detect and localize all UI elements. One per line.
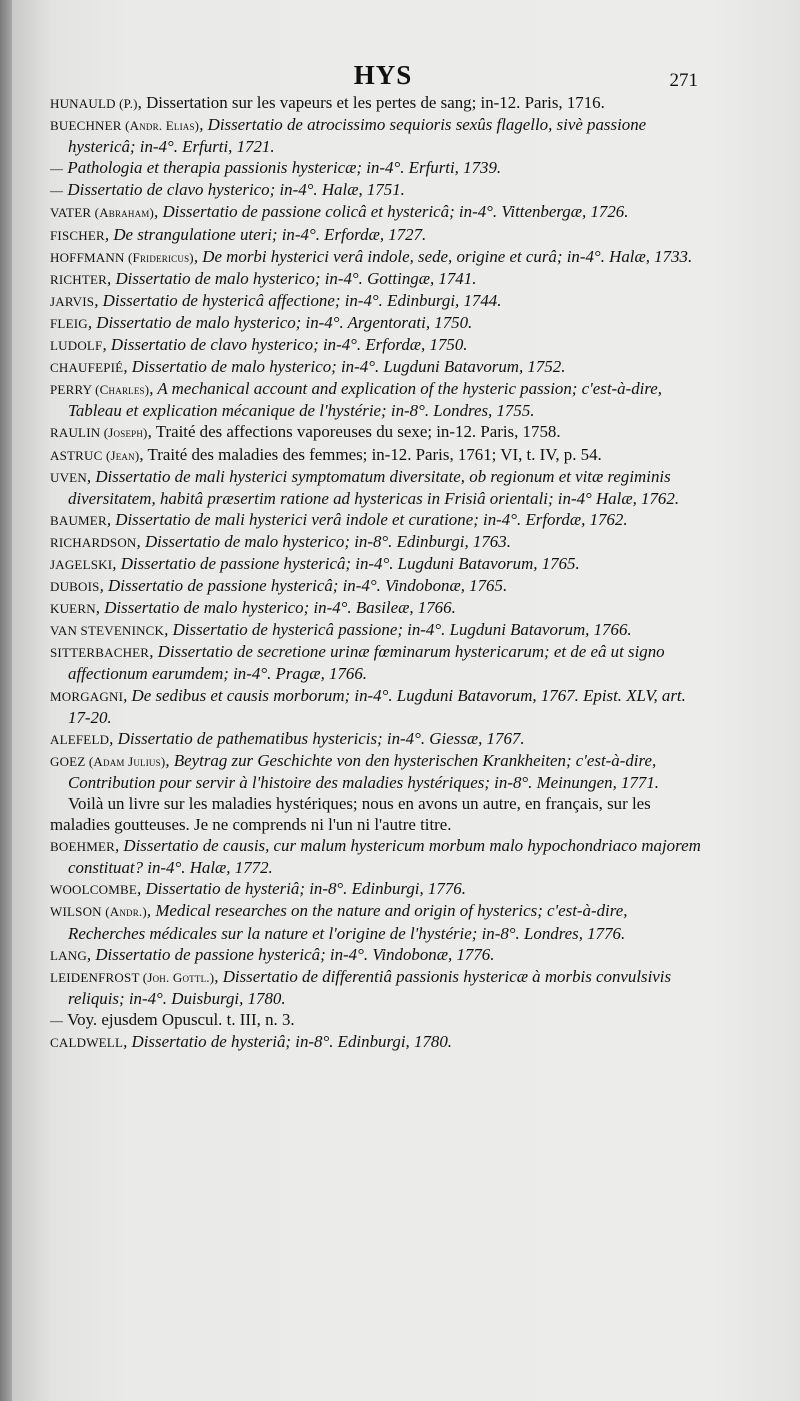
entry-author: RICHARDSON <box>50 534 137 550</box>
bibliography-entry <box>50 356 702 378</box>
bibliography-list <box>50 92 702 1053</box>
bibliography-entry <box>50 246 702 268</box>
entry-author: FLEIG <box>50 315 88 331</box>
editorial-note <box>50 793 702 835</box>
entry-author: JARVIS <box>50 293 95 309</box>
bibliography-entry <box>50 444 702 466</box>
entry-text: , De strangulatione uteri; in-4°. Erfordæ, 1727. <box>104 224 427 244</box>
running-head <box>12 60 800 92</box>
entry-text: , Medical researches on the nature and origin of hysterics; c'est-à-dire, Recherches médicales sur la nature et l'origine de l'hystérie; in-8°. Londres, 1776. <box>68 901 628 943</box>
entry-author: LUDOLF <box>50 338 103 354</box>
entry-author: BUECHNER (Andr. Elias) <box>50 118 200 134</box>
bibliography-entry <box>50 92 702 114</box>
entry-text: , Dissertatio de passione hystericâ; in-4°. Lugduni Batavorum, 1765. <box>112 553 580 573</box>
bibliography-entry <box>50 466 702 509</box>
entry-text: , Dissertatio de malo hysterico; in-4°. Gottingæ, 1741. <box>107 268 477 288</box>
bibliography-entry <box>50 553 702 575</box>
bibliography-entry <box>50 290 702 312</box>
bibliography-entry <box>50 619 702 641</box>
bibliography-entry <box>50 685 702 728</box>
bibliography-entry <box>50 835 702 878</box>
entry-author: KUERN <box>50 601 96 617</box>
book-spine-shadow <box>0 0 12 1401</box>
bibliography-entry <box>50 312 702 334</box>
entry-text: , Dissertatio de hysteriâ; in-8°. Edinburgi, 1780. <box>123 1032 452 1052</box>
bibliography-entry <box>50 531 702 553</box>
entry-text: , Dissertatio de atrocissimo sequioris sexûs flagello, sivè passione hystericâ; in-4°. Erfurti, 1721. <box>68 115 647 157</box>
bibliography-entry <box>50 966 702 1009</box>
bibliography-entry <box>50 421 702 443</box>
entry-text: , Dissertation sur les vapeurs et les pertes de sang; in-12. Paris, 1716. <box>137 93 605 112</box>
entry-author: JAGELSKI <box>50 556 113 572</box>
entry-text: , Dissertatio de mali hysterici verâ indole et curatione; in-4°. Erfordæ, 1762. <box>106 509 628 529</box>
book-page <box>12 0 800 1401</box>
entry-text: , Dissertatio de passione hystericâ; in-4°. Vindobonæ, 1765. <box>99 576 508 596</box>
entry-author: CALDWELL <box>50 1035 124 1051</box>
page-number: 271 <box>669 70 698 91</box>
bibliography-entry <box>50 179 702 201</box>
entry-text: , Dissertatio de secretione urinæ fœminarum hystericarum; et de eâ ut signo affectionum earumdem; in-4°. Pragæ, 1766. <box>68 642 665 684</box>
entry-author: — <box>50 183 64 199</box>
entry-text: , Dissertatio de malo hysterico; in-4°. Basileæ, 1766. <box>95 598 456 618</box>
bibliography-entry <box>50 597 702 619</box>
entry-text: , Dissertatio de passione colicâ et hystericâ; in-4°. Vittenbergæ, 1726. <box>154 202 629 222</box>
entry-text: Voy. ejusdem Opuscul. t. III, n. 3. <box>63 1009 295 1029</box>
entry-text: , Dissertatio de malo hysterico; in-4°. Argentorati, 1750. <box>87 312 473 332</box>
bibliography-entry <box>50 224 702 246</box>
bibliography-entry <box>50 268 702 290</box>
bibliography-entry <box>50 509 702 531</box>
entry-author: VATER (Abraham) <box>50 205 155 221</box>
entry-text: , Dissertatio de malo hysterico; in-8°. Edinburgi, 1763. <box>136 531 511 551</box>
entry-text: , Traité des affections vaporeuses du sexe; in-12. Paris, 1758. <box>147 422 561 442</box>
bibliography-entry <box>50 641 702 684</box>
bibliography-entry <box>50 378 702 421</box>
bibliography-entry <box>50 944 702 966</box>
entry-author: — <box>50 1012 64 1028</box>
entry-text: , Dissertatio de causis, cur malum hystericum morbum malo hypochondriaco majorem constituat? in-4°. Halæ, 1772. <box>68 836 701 878</box>
entry-text: , Dissertatio de pathematibus hystericis; in-4°. Giessæ, 1767. <box>109 728 525 748</box>
entry-author: PERRY (Charles) <box>50 382 150 398</box>
entry-author: BOEHMER <box>50 839 115 855</box>
entry-author: WOOLCOMBE <box>50 882 138 898</box>
entry-text: , Dissertatio de hystericâ affectione; in-4°. Edinburgi, 1744. <box>94 290 502 310</box>
bibliography-entry <box>50 1031 702 1053</box>
entry-text: , Dissertatio de clavo hysterico; in-4°. Erfordæ, 1750. <box>102 335 468 355</box>
entry-text: Dissertatio de clavo hysterico; in-4°. Halæ, 1751. <box>63 180 405 200</box>
entry-author: HOFFMANN (Fridericus) <box>50 249 194 265</box>
entry-author: GOEZ (Adam Julius) <box>50 753 166 769</box>
entry-text: , Beytrag zur Geschichte von den hysterischen Krankheiten; c'est-à-dire, Contribution pour servir à l'histoire des maladies hystériques; in-8°. Meinungen, 1771. <box>68 750 660 792</box>
entry-text: , Dissertatio de differentiâ passionis hystericæ à morbis convulsivis reliquis; in-4°. Duisburgi, 1780. <box>68 966 672 1008</box>
bibliography-entry <box>50 201 702 223</box>
entry-author: RICHTER <box>50 271 108 287</box>
entry-author: LEIDENFROST (Joh. Gottl.) <box>50 969 215 985</box>
entry-text: , A mechanical account and explication of the hysteric passion; c'est-à-dire, Tableau et explication mécanique de l'hystérie; in-8°. Londres, 1755. <box>68 379 663 421</box>
entry-author: WILSON (Andr.) <box>50 904 147 920</box>
bibliography-entry <box>50 114 702 157</box>
bibliography-entry <box>50 575 702 597</box>
entry-text: , De sedibus et causis morborum; in-4°. Lugduni Batavorum, 1767. Epist. XLV, art. 17-20. <box>68 685 686 727</box>
entry-author: VAN STEVENINCK <box>50 623 165 639</box>
entry-author: SITTERBACHER <box>50 645 150 661</box>
entry-author: ASTRUC (Jean) <box>50 447 140 463</box>
bibliography-entry <box>50 157 702 179</box>
entry-text: , Dissertatio de hystericâ passione; in-4°. Lugduni Batavorum, 1766. <box>164 620 632 640</box>
bibliography-entry <box>50 1009 702 1031</box>
entry-author: CHAUFEPIÉ <box>50 360 124 376</box>
entry-author: LANG <box>50 947 87 963</box>
entry-author: BAUMER <box>50 512 107 528</box>
entry-text: , Dissertatio de mali hysterici symptomatum diversitate, ob regionum et vitæ regiminis diversitatem, habitâ præsertim ratione ad hystericas in Frisiâ orientali; in-4° Halæ, 1762. <box>68 466 680 508</box>
bibliography-entry <box>50 878 702 900</box>
bibliography-entry <box>50 728 702 750</box>
entry-text: , Traité des maladies des femmes; in-12. Paris, 1761; VI, t. IV, p. 54. <box>139 444 602 464</box>
running-head-title: HYS <box>353 60 413 90</box>
entry-text: , De morbi hysterici verâ indole, sede, origine et curâ; in-4°. Halæ, 1733. <box>193 246 693 266</box>
entry-text: , Dissertatio de passione hystericâ; in-4°. Vindobonæ, 1776. <box>86 944 495 964</box>
bibliography-entry <box>50 750 702 793</box>
bibliography-entry <box>50 900 702 943</box>
entry-author: MORGAGNI <box>50 688 124 704</box>
entry-text: Voilà un livre sur les maladies hystériques; nous en avons un autre, en français, sur les maladies goutteuses. Je ne comprends ni l'un ni l'autre titre. <box>50 794 651 835</box>
entry-author: ALEFELD <box>50 731 110 747</box>
entry-author: — <box>50 161 64 177</box>
entry-author: RAULIN (Joseph) <box>50 425 148 441</box>
entry-author: DUBOIS <box>50 579 100 595</box>
entry-text: , Dissertatio de hysteriâ; in-8°. Edinburgi, 1776. <box>137 879 466 899</box>
bibliography-entry <box>50 334 702 356</box>
entry-text: , Dissertatio de malo hysterico; in-4°. Lugduni Batavorum, 1752. <box>123 357 566 377</box>
entry-text: Pathologia et therapia passionis hystericæ; in-4°. Erfurti, 1739. <box>63 158 502 178</box>
entry-author: FISCHER <box>50 227 105 243</box>
entry-author: UVEN <box>50 469 87 485</box>
entry-author: HUNAULD (P.) <box>50 96 138 111</box>
